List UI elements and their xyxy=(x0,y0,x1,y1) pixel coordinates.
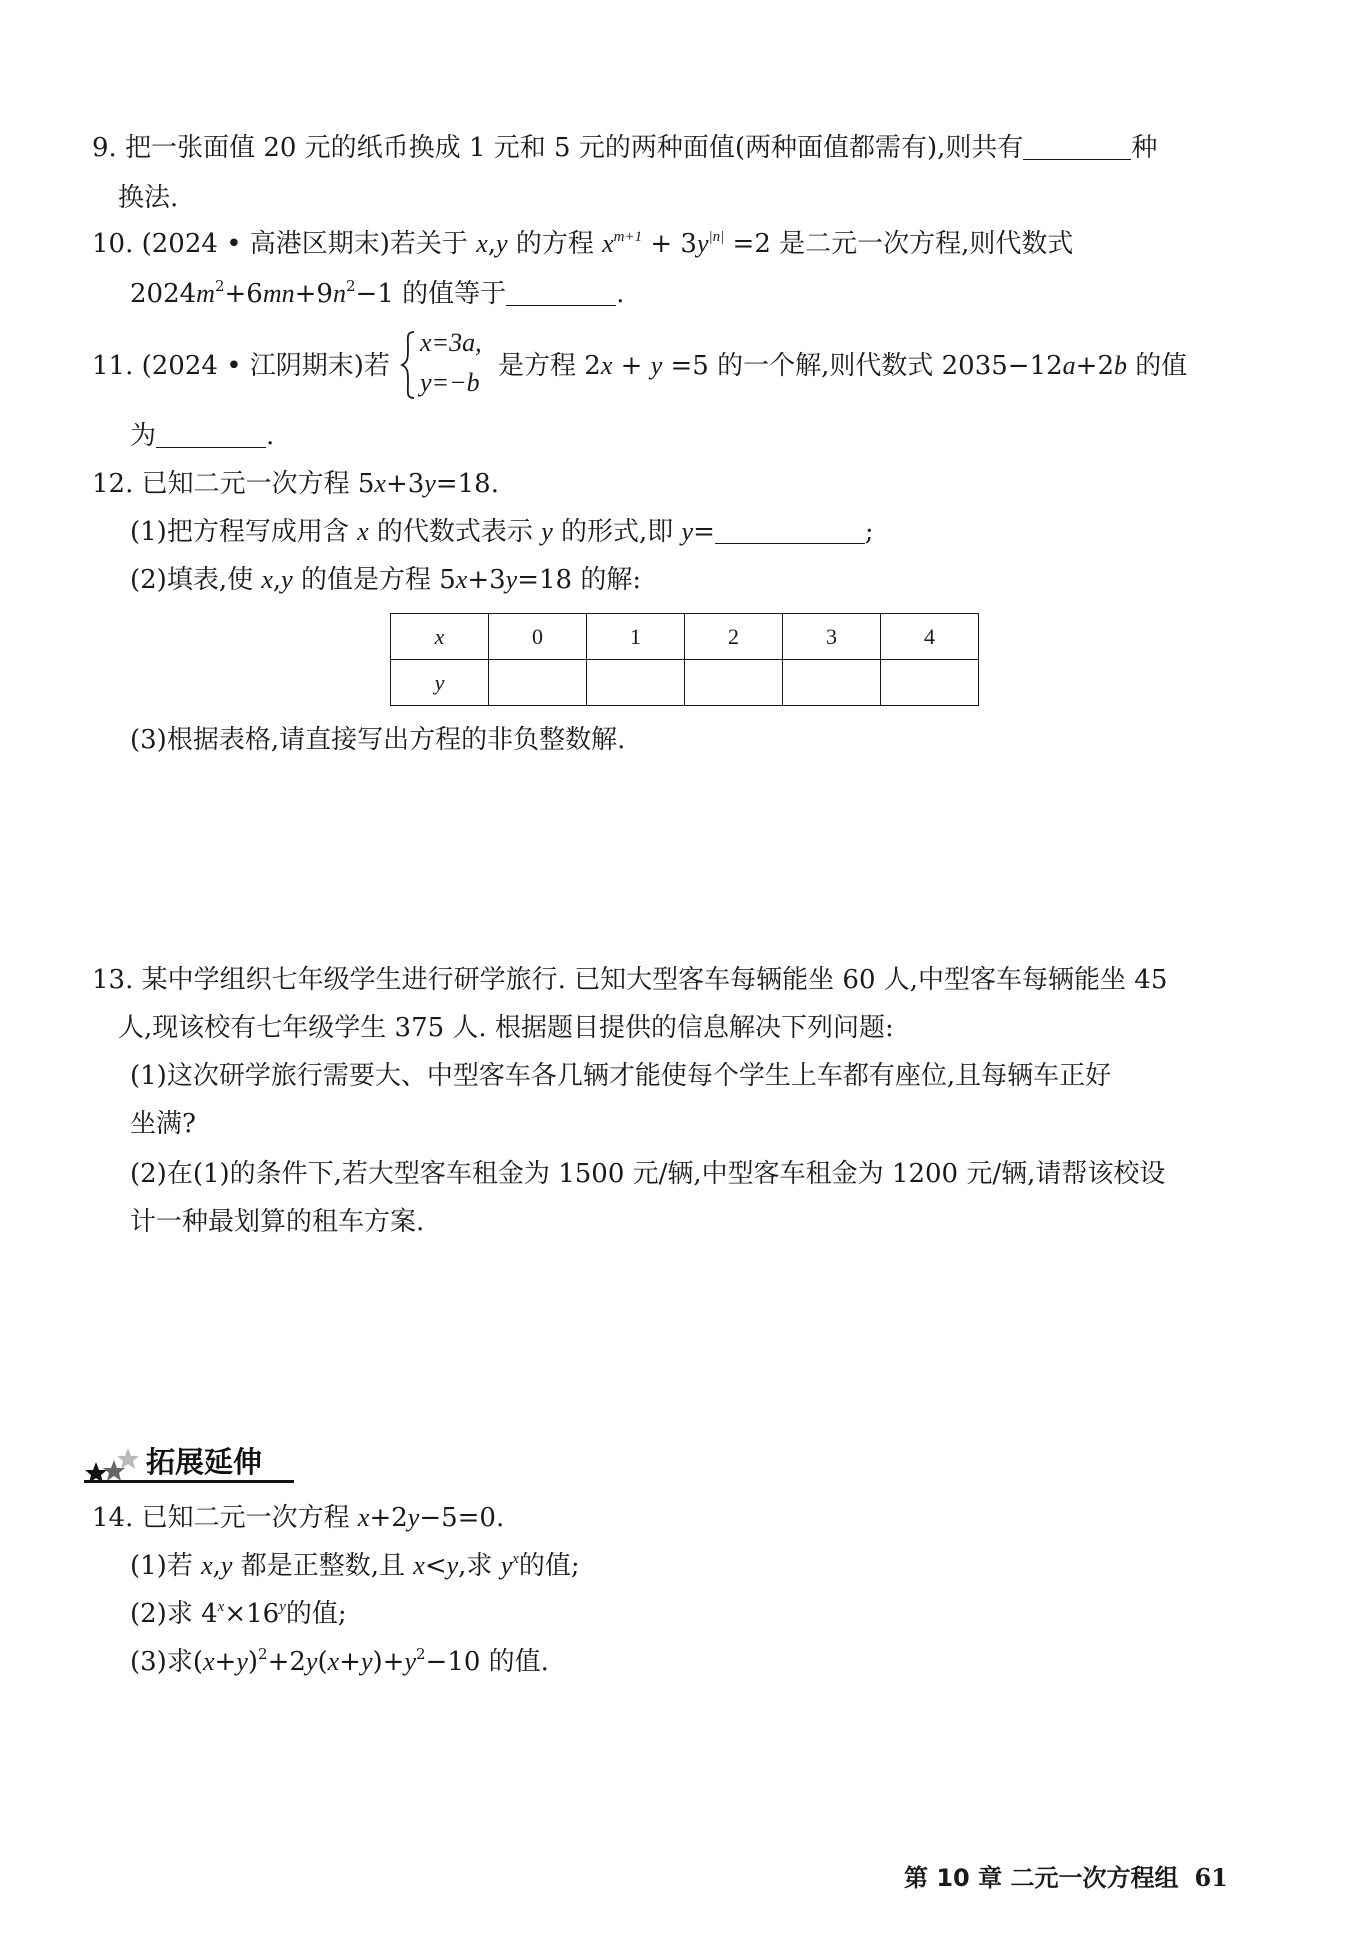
q10-plus3: + 3 xyxy=(642,229,697,259)
q10-2024: 2024 xyxy=(130,279,197,309)
q14-p3-d: +2 xyxy=(267,1647,306,1677)
q14-p2-c: 的值; xyxy=(285,1599,347,1629)
table-header-x: x xyxy=(391,614,489,660)
q11-answer-blank[interactable] xyxy=(156,419,266,448)
q14-p1-x2: x xyxy=(413,1551,425,1580)
table-row-label-y: y xyxy=(391,660,489,706)
q13-line4 xyxy=(130,1104,196,1144)
q14-stem-c: −5=0. xyxy=(419,1503,505,1533)
page-number: 61 xyxy=(1194,1863,1228,1892)
q11-text-d: +2 xyxy=(1075,351,1114,381)
q12-p2-a: (2)填表,使 xyxy=(130,565,262,595)
q9-text-2: 换法. xyxy=(118,183,179,213)
q10-line2 xyxy=(130,274,624,314)
table-header-cell: 3 xyxy=(783,614,881,660)
q12-stem-x: x xyxy=(374,469,386,498)
q14-p3-y2: y xyxy=(305,1647,318,1676)
table-header-cell: 2 xyxy=(685,614,783,660)
q11-equation-system xyxy=(400,326,510,406)
q14-p3-y3: y xyxy=(360,1647,373,1676)
q12-value-table xyxy=(390,613,979,706)
q14-stem-a: 14. 已知二元一次方程 xyxy=(92,1503,358,1533)
q12-stem-y: y xyxy=(424,469,436,498)
q12-p2-y: y xyxy=(281,565,293,594)
q12-p2-x: x xyxy=(261,565,273,594)
table-row xyxy=(391,614,979,660)
q14-stem-y: y xyxy=(407,1503,420,1532)
q13-text-2: 人,现该校有七年级学生 375 人. 根据题目提供的信息解决下列问题: xyxy=(118,1013,894,1043)
q12-p1-y2: y xyxy=(681,517,694,546)
q12-answer-blank[interactable] xyxy=(715,515,865,544)
q14-p3-x: x xyxy=(202,1647,215,1676)
q14-p2-exp-y: y xyxy=(279,1599,286,1615)
q11-line2 xyxy=(130,416,274,456)
q12-part3 xyxy=(130,720,625,760)
q10-eq-y: y xyxy=(696,229,709,258)
q14-p1-d: ,求 xyxy=(458,1551,501,1581)
q14-p3-plus2: + xyxy=(339,1647,361,1677)
q11-text-prefix: 11. (2024 • 江阴期末)若 xyxy=(92,351,390,381)
q14-stem xyxy=(92,1498,504,1538)
q11-text-e: 的值 xyxy=(1127,351,1188,381)
q14-stem-x: x xyxy=(357,1503,370,1532)
q14-part2 xyxy=(130,1594,347,1634)
q13-line6 xyxy=(130,1202,424,1242)
q13-text-6: 计一种最划算的租车方案. xyxy=(130,1207,425,1237)
q14-p3-e: ( xyxy=(317,1647,328,1677)
q10-sq-m: 2 xyxy=(214,277,225,295)
q14-p2-a: (2)求 4 xyxy=(130,1599,218,1629)
q10-exp-n: |n| xyxy=(708,229,725,245)
table-answer-cell[interactable] xyxy=(587,660,685,706)
q12-stem xyxy=(92,464,499,504)
q11-wei: 为 xyxy=(130,421,157,451)
q12-part1 xyxy=(130,512,874,552)
q13-line2 xyxy=(118,1008,894,1048)
q14-p3-sq2: 2 xyxy=(415,1645,426,1663)
q12-p1-eq: = xyxy=(693,517,715,547)
q11-b: b xyxy=(1114,351,1127,380)
q10-var-y: y xyxy=(496,229,508,258)
q14-p3-f: )+ xyxy=(372,1647,405,1677)
q9-line1 xyxy=(92,128,1157,168)
q14-p1-y: y xyxy=(220,1551,233,1580)
q13-text-3: (1)这次研学旅行需要大、中型客车各几辆才能使每个学生上车都有座位,且每辆车正好 xyxy=(130,1061,1112,1091)
q14-part1 xyxy=(130,1546,580,1586)
q10-plus9: +9 xyxy=(294,279,333,309)
section-underline xyxy=(84,1480,294,1483)
table-row xyxy=(391,660,979,706)
stars-icon xyxy=(84,1440,146,1484)
q12-p2-d: =18 的解: xyxy=(517,565,642,595)
q12-p1-c: 的形式,即 xyxy=(552,517,682,547)
table-header-cell: 4 xyxy=(881,614,979,660)
q13-text-1: 13. 某中学组织七年级学生进行研学旅行. 已知大型客车每辆能坐 60 人,中型客车每辆能坐 45 xyxy=(92,965,1168,995)
q14-p3-plus: + xyxy=(214,1647,237,1677)
q11-row-x: x=3a, xyxy=(420,328,482,357)
q14-p1-lt: < xyxy=(424,1551,447,1581)
q11-y: y xyxy=(650,351,663,380)
q11-a: a xyxy=(1062,351,1076,380)
q14-p1-y3: y xyxy=(500,1551,513,1580)
q11-text-c: =5 的一个解,则代数式 2035−12 xyxy=(662,351,1063,381)
q12-p1-y: y xyxy=(541,517,553,546)
q12-p2-comma: , xyxy=(272,565,282,595)
q14-p3-y4: y xyxy=(404,1647,416,1676)
q10-plus6: +6 xyxy=(224,279,263,309)
q10-comma: , xyxy=(487,229,497,259)
q12-stem-a: 12. 已知二元一次方程 5 xyxy=(92,469,375,499)
q14-stem-b: +2 xyxy=(369,1503,408,1533)
q11-plus: + xyxy=(612,351,651,381)
q10-text-b: 的方程 xyxy=(507,229,603,259)
q14-p1-b: 都是正整数,且 xyxy=(232,1551,414,1581)
q10-m: m xyxy=(196,279,215,308)
q13-line3 xyxy=(130,1056,1111,1096)
q12-p2-b: 的值是方程 5 xyxy=(292,565,456,595)
q9-answer-blank[interactable] xyxy=(1023,131,1131,160)
q9-line2 xyxy=(118,178,178,218)
q11-end: . xyxy=(266,421,275,451)
q13-text-4: 坐满? xyxy=(130,1109,196,1139)
q11-row-y: y=−b xyxy=(420,368,480,397)
q12-p1-end: ; xyxy=(864,517,874,547)
q12-p1-x: x xyxy=(357,517,369,546)
q11-line1 xyxy=(498,346,1187,386)
q14-p1-comma: , xyxy=(212,1551,221,1581)
q14-p1-x: x xyxy=(201,1551,213,1580)
q14-p1-exp-x: x xyxy=(512,1551,519,1567)
q12-p1-a: (1)把方程写成用含 xyxy=(130,517,358,547)
table-header-cell: 0 xyxy=(489,614,587,660)
q10-text-d: −1 的值等于 xyxy=(355,279,507,309)
q14-p3-x2: x xyxy=(327,1647,340,1676)
q12-stem-c: =18. xyxy=(435,469,499,499)
q11-x: x xyxy=(600,351,613,380)
section-header-extension xyxy=(84,1440,294,1484)
q14-p2-b: ×16 xyxy=(224,1599,280,1629)
q12-p2-c: +3 xyxy=(467,565,506,595)
q12-p1-b: 的代数式表示 xyxy=(368,517,542,547)
q14-p1-e: 的值; xyxy=(518,1551,580,1581)
table-answer-cell[interactable] xyxy=(685,660,783,706)
q10-n: n xyxy=(332,279,346,308)
q14-p3-paren: ) xyxy=(247,1647,259,1677)
q12-p2-y2: y xyxy=(505,565,518,594)
q10-eq-x: x xyxy=(602,229,614,258)
section-title: 拓展延伸 xyxy=(146,1445,263,1479)
q11-prefix xyxy=(92,346,390,386)
q10-mn: mn xyxy=(262,279,295,308)
q10-var-x: x xyxy=(476,229,488,258)
q14-p1-y2: y xyxy=(446,1551,459,1580)
page-footer xyxy=(904,1858,1228,1898)
q14-part3 xyxy=(130,1642,549,1682)
q14-p2-exp-x: x xyxy=(217,1599,225,1615)
q14-p3-g: −10 的值. xyxy=(425,1647,549,1677)
footer-chapter: 第 10 章 二元一次方程组 xyxy=(904,1864,1179,1892)
q9-text: 9. 把一张面值 20 元的纸币换成 1 元和 5 元的两种面值(两种面值都需有),则共有 xyxy=(92,133,1024,163)
q11-text-a: 是方程 2 xyxy=(498,351,601,381)
table-answer-cell[interactable] xyxy=(881,660,979,706)
q12-stem-b: +3 xyxy=(385,469,425,499)
q14-p3-a: (3)求( xyxy=(130,1647,203,1677)
q12-part2 xyxy=(130,560,641,600)
table-answer-cell[interactable] xyxy=(783,660,881,706)
q12-p3-text: (3)根据表格,请直接写出方程的非负整数解. xyxy=(130,725,626,755)
q13-text-5: (2)在(1)的条件下,若大型客车租金为 1500 元/辆,中型客车租金为 1200 元/辆,请帮该校设 xyxy=(130,1159,1166,1189)
q14-p1-a: (1)若 xyxy=(130,1551,202,1581)
q10-line1 xyxy=(92,224,1073,264)
q13-line1 xyxy=(92,960,1167,1000)
q10-answer-blank[interactable] xyxy=(506,277,616,306)
q10-sq-n: 2 xyxy=(345,277,356,295)
q9-text-end: 种 xyxy=(1131,133,1158,163)
q10-exp-m1: m+1 xyxy=(613,229,643,245)
table-header-cell: 1 xyxy=(587,614,685,660)
q10-end: . xyxy=(616,279,625,309)
left-brace-icon xyxy=(400,330,416,400)
q14-p3-y: y xyxy=(236,1647,248,1676)
q13-line5 xyxy=(130,1154,1165,1194)
table-answer-cell[interactable] xyxy=(489,660,587,706)
q14-p3-sq1: 2 xyxy=(258,1645,268,1663)
q10-text-a: 10. (2024 • 高港区期末)若关于 xyxy=(92,229,477,259)
q12-p2-x2: x xyxy=(455,565,468,594)
q10-text-c: =2 是二元一次方程,则代数式 xyxy=(724,229,1074,259)
